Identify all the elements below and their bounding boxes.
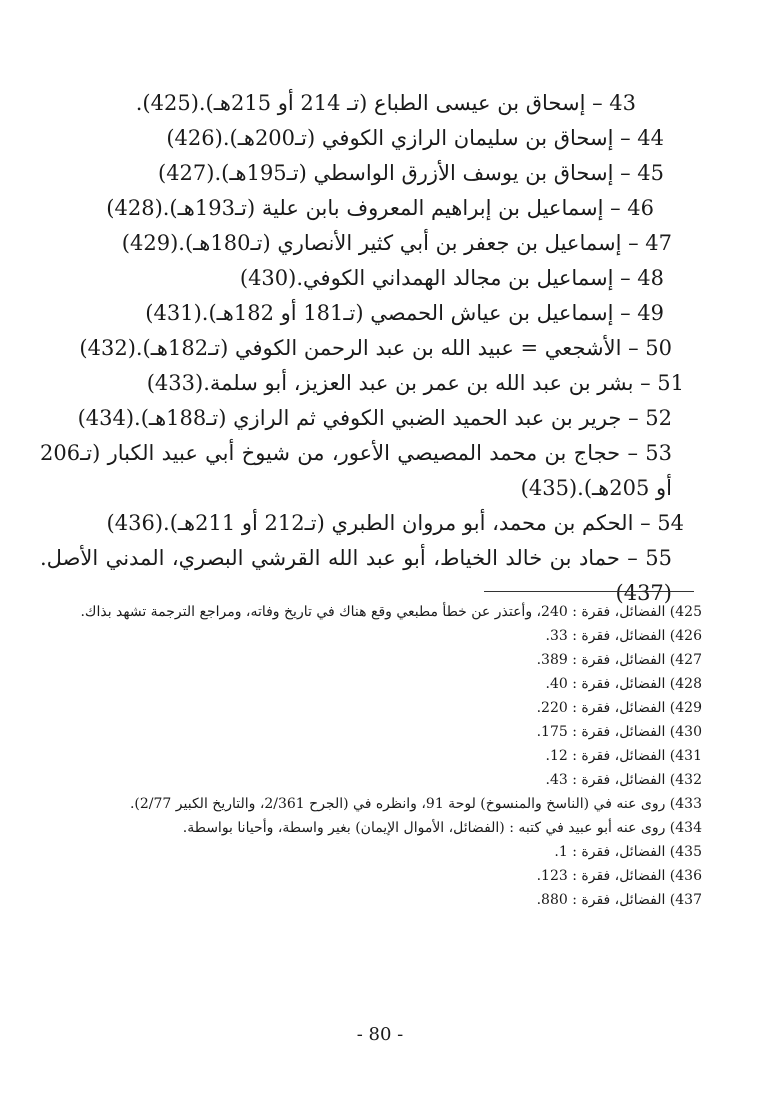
footnotes: [56, 600, 702, 912]
entry-53: 53 – حجاج بن محمد المصيصي الأعور، من شيوخ أبي عبيد الكبار (تـ206 أو 205هـ).(435): [40, 441, 672, 500]
entry-44: 44 – إسحاق بن سليمان الرازي الكوفي (تـ200هـ).(426): [166, 126, 664, 150]
entry-55: 55 – حماد بن خالد الخياط، أبو عبد الله القرشي البصري، المدني الأصل.(437): [40, 546, 672, 605]
footnote-433: 433) روى عنه في (الناسخ والمنسوخ) لوحة 91، وانظره في (الجرح 2/361، والتاريخ الكبير 2/77).: [129, 796, 702, 812]
entry-52: 52 – جرير بن عبد الحميد الضبي الكوفي ثم الرازي (تـ188هـ).(434): [77, 406, 672, 430]
entry-45: 45 – إسحاق بن يوسف الأزرق الواسطي (تـ195هـ).(427): [157, 161, 664, 185]
entry-48: 48 – إسماعيل بن مجالد الهمداني الكوفي.(430): [239, 266, 664, 290]
footnote-428: 428) الفضائل، فقرة : 40.: [545, 676, 702, 692]
entry-47: 47 – إسماعيل بن جعفر بن أبي كثير الأنصاري (تـ180هـ).(429): [121, 231, 672, 255]
footnote-437: 437) الفضائل، فقرة : 880.: [536, 892, 702, 908]
entry-50: 50 – الأشجعي = عبيد الله بن عبد الرحمن الكوفي (تـ182هـ).(432): [79, 336, 672, 360]
footnote-430: 430) الفضائل، فقرة : 175.: [536, 724, 702, 740]
entry-46: 46 – إسماعيل بن إبراهيم المعروف بابن علية (تـ193هـ).(428): [106, 196, 654, 220]
footnote-426: 426) الفضائل، فقرة : 33.: [545, 628, 702, 644]
footnote-429: 429) الفضائل، فقرة : 220.: [536, 700, 702, 716]
footnote-427: 427) الفضائل، فقرة : 389.: [536, 652, 702, 668]
entry-54: 54 – الحكم بن محمد، أبو مروان الطبري (تـ212 أو 211هـ).(436): [106, 511, 684, 535]
narrators-list: [40, 86, 702, 611]
footnote-separator: [484, 591, 694, 592]
footnote-425: 425) الفضائل، فقرة : 240، وأعتذر عن خطأ مطبعي وقع هناك في تاريخ وفاته، ومراجع الترجمة تشهد بذاك.: [80, 604, 702, 620]
footnote-434: 434) روى عنه أبو عبيد في كتبه : (الفضائل، الأموال الإيمان) بغير واسطة، وأحيانا بواسطة.: [182, 820, 702, 836]
footnote-432: 432) الفضائل، فقرة : 43.: [545, 772, 702, 788]
page-number: - 80 -: [356, 1024, 404, 1045]
footnote-431: 431) الفضائل، فقرة : 12.: [545, 748, 702, 764]
entry-51: 51 – بشر بن عبد الله بن عمر بن عبد العزيز، أبو سلمة.(433): [146, 371, 684, 395]
footnote-435: 435) الفضائل، فقرة : 1.: [554, 844, 702, 860]
footnote-436: 436) الفضائل، فقرة : 123.: [536, 868, 702, 884]
entry-43: 43 – إسحاق بن عيسى الطباع (تـ 214 أو 215هـ).(425).: [135, 91, 636, 115]
entry-49: 49 – إسماعيل بن عياش الحمصي (تـ181 أو 182هـ).(431): [145, 301, 664, 325]
